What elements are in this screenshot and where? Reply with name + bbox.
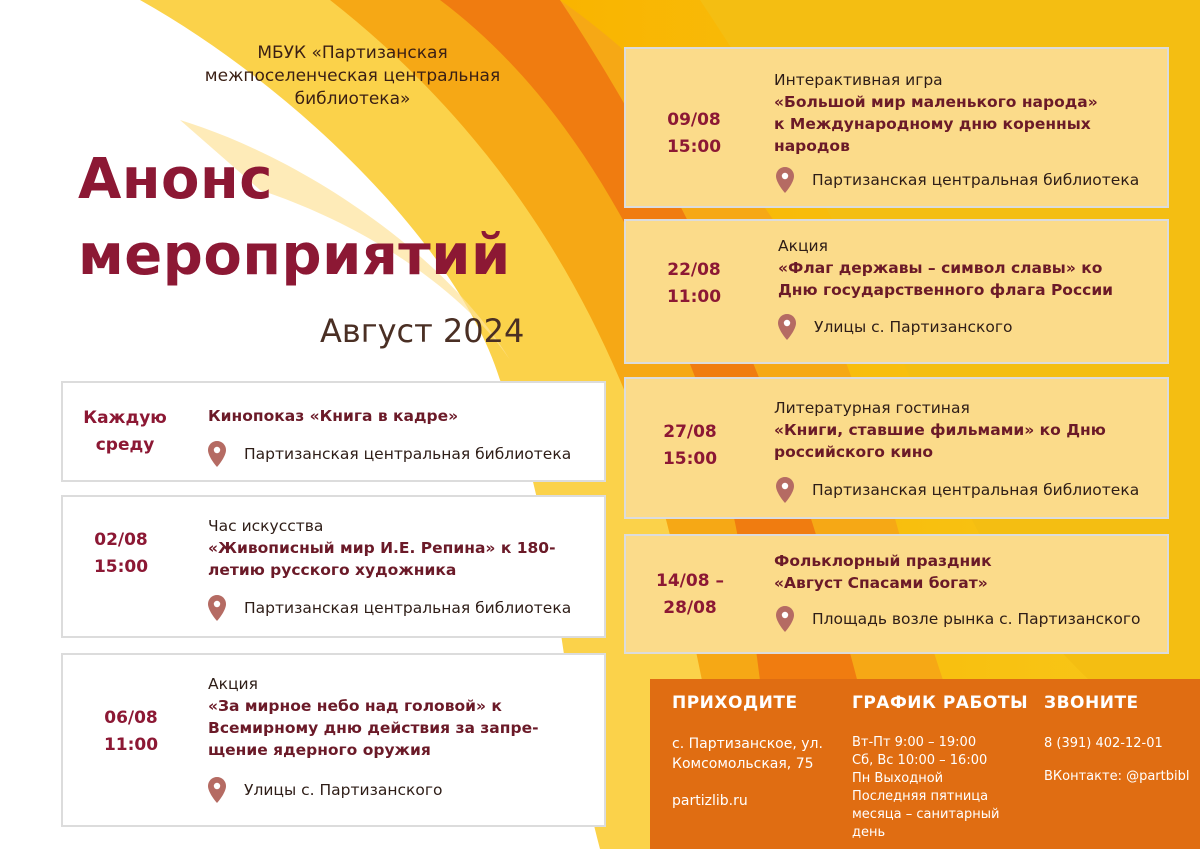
event-title (778, 235, 1113, 301)
organization-name (180, 42, 525, 111)
visit-heading: ПРИХОДИТЕ (672, 693, 798, 713)
title-line-1: Анонс (78, 147, 273, 212)
event-type: Час искусства (208, 517, 324, 535)
title-line-2: мероприятий (78, 223, 511, 288)
event-location (208, 595, 571, 621)
vk-link[interactable]: ВКонтакте: @partbibl (1044, 769, 1190, 784)
event-type: Акция (778, 237, 828, 255)
event-location-text: Улицы с. Партизанского (244, 781, 443, 799)
event-date (640, 568, 740, 622)
event-date-line-1: 06/08 (104, 708, 158, 728)
event-date-line-2: среду (95, 435, 155, 455)
page-title (78, 142, 511, 294)
event-date-line-2: 11:00 (666, 287, 722, 307)
event-location (776, 167, 1139, 193)
event-location-text: Партизанская центральная библиотека (812, 171, 1140, 189)
address-line-1: с. Партизанское, ул. (672, 736, 823, 752)
event-date-line-2: 11:00 (103, 735, 159, 755)
event-date (71, 527, 171, 581)
schedule-line-4: Последняя пятница (852, 789, 989, 804)
event-date-line-1: 22/08 (667, 260, 721, 280)
event-name-line-2: летию русского художника (208, 561, 457, 579)
event-location-text: Партизанская центральная библиотека (244, 599, 572, 617)
event-date-line-1: 27/08 (663, 422, 717, 442)
event-name-line-1: «Флаг державы – символ славы» ко (778, 259, 1103, 277)
location-pin-icon (776, 606, 794, 632)
location-pin-icon (778, 314, 796, 340)
event-card (61, 495, 606, 638)
location-pin-icon (208, 777, 226, 803)
event-title (774, 397, 1106, 463)
event-date-line-2: 15:00 (93, 557, 149, 577)
contact-info-panel (650, 679, 1200, 849)
event-date-line-1: 02/08 (94, 530, 148, 550)
schedule-line-5: месяца – санитарный (852, 807, 1000, 822)
event-type: Литературная гостиная (774, 399, 970, 417)
event-location (208, 777, 442, 803)
event-date (644, 107, 744, 161)
event-title (774, 69, 1098, 157)
schedule-line-6: день (852, 825, 886, 840)
event-card (61, 653, 606, 827)
event-date (75, 405, 175, 459)
event-location (778, 314, 1012, 340)
address (672, 734, 823, 774)
event-name-line-1: «Книги, ставшие фильмами» ко Дню (774, 421, 1106, 439)
event-title (208, 515, 556, 581)
event-date (644, 257, 744, 311)
org-line-2: межпоселенческая центральная (204, 66, 501, 86)
event-location (776, 606, 1141, 632)
event-date (81, 705, 181, 759)
event-card (624, 377, 1169, 519)
event-type: Интерактивная игра (774, 71, 943, 89)
event-date-line-2: 28/08 (663, 598, 717, 618)
org-line-3: библиотека» (294, 89, 411, 109)
schedule-line-2: Сб, Вс 10:00 – 16:00 (852, 753, 988, 768)
org-line-1: МБУК «Партизанская (257, 43, 448, 63)
event-card (61, 381, 606, 482)
event-name-line-2: «Август Спасами богат» (774, 574, 988, 592)
call-heading: ЗВОНИТЕ (1044, 693, 1139, 713)
event-name-line-3: щение ядерного оружия (208, 741, 431, 759)
event-location-text: Площадь возле рынка с. Партизанского (812, 610, 1141, 628)
schedule-line-1: Вт-Пт 9:00 – 19:00 (852, 735, 977, 750)
event-card (624, 219, 1169, 364)
event-date-line-1: Каждую (83, 408, 167, 428)
month-label: Август 2024 (320, 312, 525, 350)
event-type: Акция (208, 675, 258, 693)
schedule-line-3: Пн Выходной (852, 771, 944, 786)
event-name-line-1: Фольклорный праздник (774, 552, 992, 570)
event-title (208, 405, 458, 427)
event-date-line-1: 09/08 (667, 110, 721, 130)
schedule-heading: ГРАФИК РАБОТЫ (852, 693, 1029, 713)
address-line-2: Комсомольская, 75 (672, 756, 814, 772)
event-location (776, 477, 1139, 503)
event-name-line-3: народов (774, 137, 850, 155)
event-date-line-1: 14/08 – (656, 571, 724, 591)
event-location (208, 441, 571, 467)
event-date-line-2: 15:00 (662, 449, 718, 469)
schedule-text (852, 734, 999, 842)
event-name-line-1: «Большой мир маленького народа» (774, 93, 1098, 111)
event-name-line-2: Всемирному дню действия за запре- (208, 719, 539, 737)
location-pin-icon (208, 441, 226, 467)
event-location-text: Партизанская центральная библиотека (244, 445, 572, 463)
event-name-line-2: к Международному дню коренных (774, 115, 1091, 133)
location-pin-icon (776, 477, 794, 503)
event-name-line-2: российского кино (774, 443, 934, 461)
event-location-text: Улицы с. Партизанского (814, 318, 1013, 336)
event-name-line-1: «За мирное небо над головой» к (208, 697, 502, 715)
event-card (624, 534, 1169, 654)
event-name-line-2: Дню государственного флага России (778, 281, 1114, 299)
event-card (624, 47, 1169, 208)
event-date (640, 419, 740, 473)
event-date-line-2: 15:00 (666, 137, 722, 157)
location-pin-icon (208, 595, 226, 621)
event-title (774, 550, 992, 594)
event-name-line-1: «Живописный мир И.Е. Репина» к 180- (208, 539, 556, 557)
event-title (208, 673, 539, 761)
website-link[interactable]: partizlib.ru (672, 793, 748, 809)
phone-number[interactable]: 8 (391) 402-12-01 (1044, 736, 1163, 751)
event-name-line-1: Кинопоказ «Книга в кадре» (208, 407, 459, 425)
event-location-text: Партизанская центральная библиотека (812, 481, 1140, 499)
location-pin-icon (776, 167, 794, 193)
